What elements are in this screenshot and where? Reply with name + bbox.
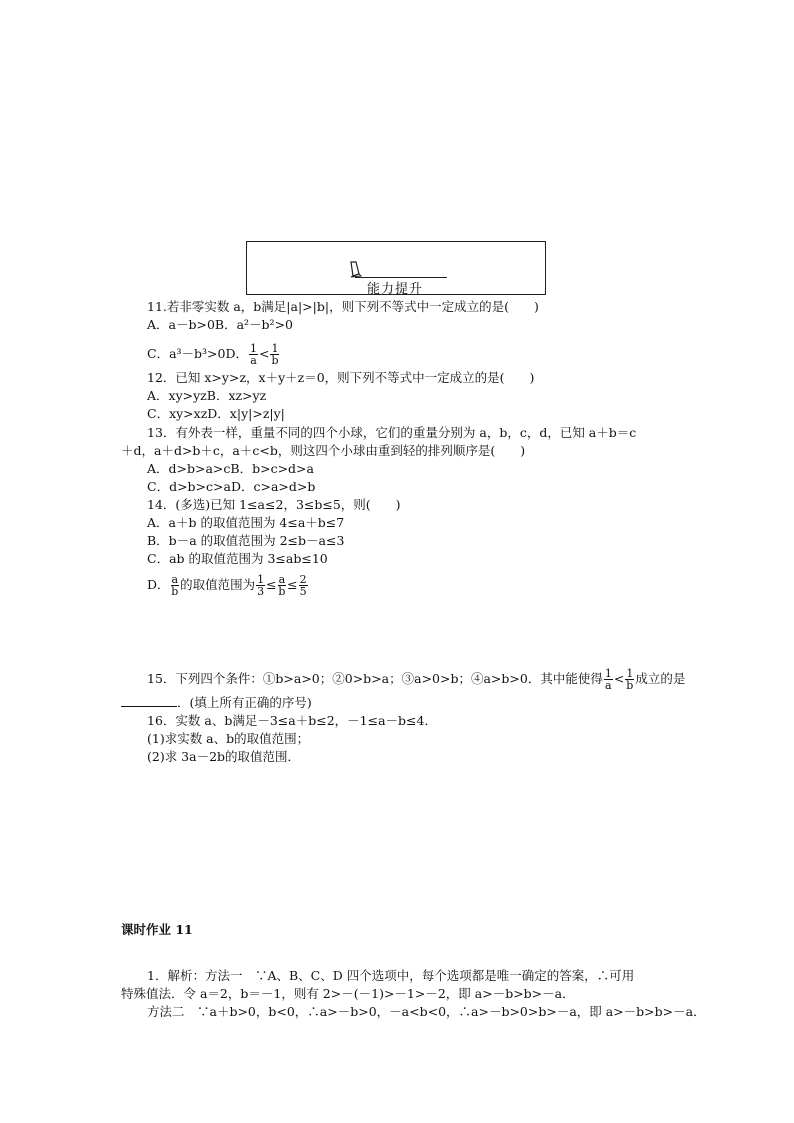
q12-options-ab: A．xy>yzB．xz>yz	[147, 388, 267, 403]
q15-answer-line: ．(填上所有正确的序号)	[121, 694, 312, 711]
q16-stem: 16．实数 a、b满足－3≤a＋b≤2，－1≤a－b≤4．	[147, 713, 437, 728]
q11-stem: 11.若非零实数 a，b满足|a|>|b|，则下列不等式中一定成立的是( )	[147, 299, 539, 314]
answer-line3: 方法二 ∵a＋b>0，b<0，∴a>－b>0，－a<b<0，∴a>－b>0>b>－a，即 a>－b>b>－a．	[147, 1004, 706, 1019]
answer-line2: 特殊值法．令 a＝2，b＝－1，则有 2>－(－1)>－1>－2，即 a>－b>b>－a．	[121, 986, 575, 1001]
q14-stem: 14．(多选)已知 1≤a≤2，3≤b≤5，则( )	[147, 497, 401, 512]
q11-options-cd: C．a³－b³>0D． $\frac{1}{a}$ < $\frac{1}{b}$	[147, 342, 279, 367]
q16-part1: (1)求实数 a、b的取值范围；	[147, 731, 310, 746]
q14-option-b: B．b－a 的取值范围为 2≤b－a≤3	[147, 533, 345, 548]
q13-stem-line1: 13．有外表一样，重量不同的四个小球，它们的重量分别为 a，b，c，d，已知 a＋b＝c	[147, 425, 637, 440]
q16-part2: (2)求 3a－2b的取值范围．	[147, 749, 301, 764]
banner-title: 能力提升	[367, 282, 424, 297]
q11-frac-1: $\frac{1}{a}$	[250, 342, 257, 367]
q14-option-d: D． $\frac{a}{b}$ 的取值范围为 $\frac{1}{3}$ ≤ $\frac{a}{b}$ ≤ $\frac{2}{5}$	[147, 573, 307, 598]
q12-options-cd: C．xy>xzD．x|y|>z|y|	[147, 406, 285, 421]
q11-options-c-text: C．a³－b³>0D．	[147, 346, 248, 361]
section-banner	[246, 241, 546, 295]
q11-frac-2: $\frac{1}{b}$	[271, 342, 279, 367]
q15-stem: 15．下列四个条件：①b>a>0；②0>b>a；③a>0>b；④a>b>0．其中能使得 $\frac{1}{a}$ < $\frac{1}{b}$ 成立的是	[147, 667, 686, 692]
q12-stem: 12．已知 x>y>z，x＋y＋z＝0，则下列不等式中一定成立的是( )	[147, 370, 535, 385]
q15-answer-blank[interactable]	[121, 694, 177, 707]
q14-option-c: C．ab 的取值范围为 3≤ab≤10	[147, 551, 328, 566]
q13-options-ab: A．d>b>a>cB．b>c>d>a	[147, 461, 314, 476]
q14-option-a: A．a＋b 的取值范围为 4≤a＋b≤7	[147, 515, 345, 530]
pencil-icon	[347, 260, 363, 278]
q11-options-ab: A．a－b>0B．a²－b²>0	[147, 317, 293, 332]
q13-options-cd: C．d>b>c>aD．c>a>d>b	[147, 479, 316, 494]
section-title: 课时作业 11	[121, 922, 193, 937]
q13-stem-line2: ＋d，a＋d>b＋c，a＋c<b，则这四个小球由重到轻的排列顺序是( )	[121, 443, 526, 458]
answer-line1: 1．解析：方法一 ∵A、B、C、D 四个选项中，每个选项都是唯一确定的答案，∴可用	[147, 968, 635, 983]
